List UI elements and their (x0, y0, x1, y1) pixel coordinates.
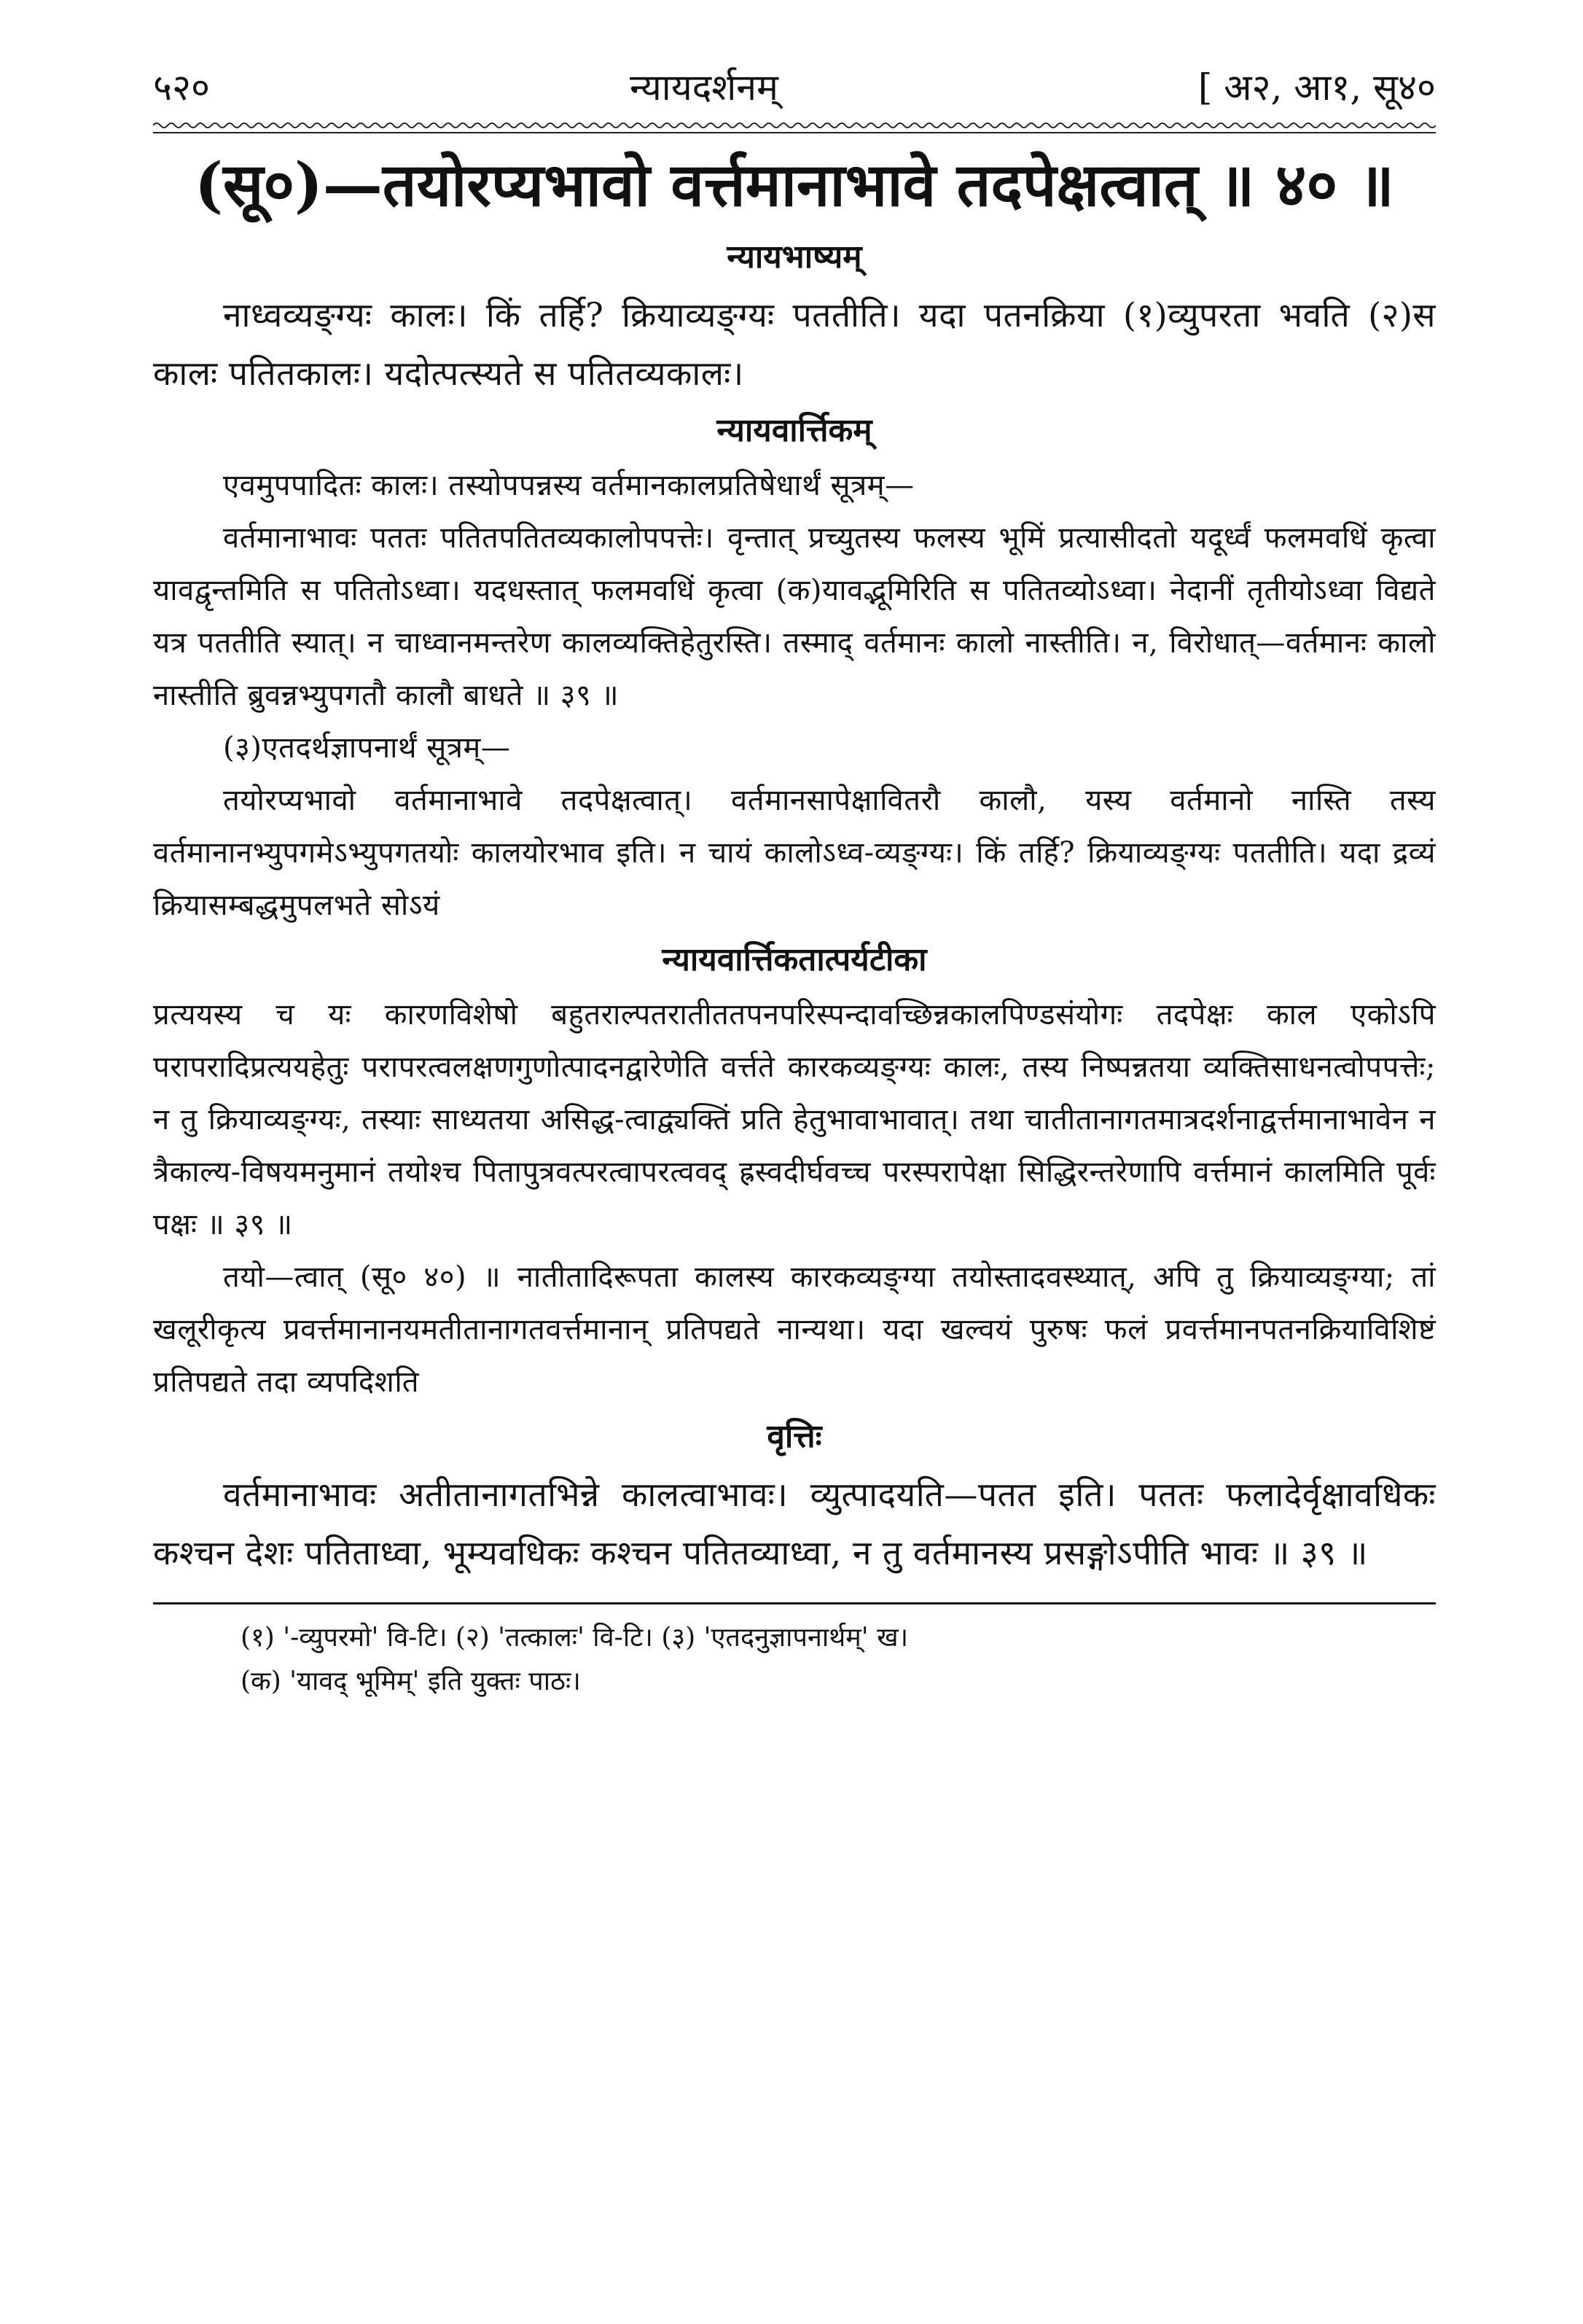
vartika-paragraph-2: वर्तमानाभावः पततः पतितपतितव्यकालोपपत्तेः। वृन्तात् प्रच्युतस्य फलस्य भूमिं प्रत्यासीदतो यदूर्ध्वं फलमवधिं कृत्वा यावद्वृन्तमिति स पतितोऽध्वा। यदधस्तात् फलमवधिं कृत्वा (क)यावद्भूमिरिति स पतितव्योऽध्वा। नेदानीं तृतीयोऽध्वा विद्यते यत्र पततीति स्यात्। न चाध्वानमन्तरेण कालव्यक्तिहेतुरस्ति। तस्माद् वर्तमानः कालो नास्तीति। न, विरोधात्—वर्तमानः कालो नास्तीति ब्रुवन्नभ्युपगतौ कालौ बाधते ॥ ३९ ॥ (153, 521, 1436, 712)
footnote-divider (153, 1602, 1436, 1604)
footnote-line-2: (क) 'यावद् भूमिम्' इति युक्तः पाठः। (241, 1666, 581, 1696)
book-title: न्यायदर्शनम् (630, 66, 778, 109)
footnote-line-1: (१) '-व्युपरमो' वि-टि। (२) 'तत्कालः' वि-टि। (३) 'एतदनुज्ञापनार्थम्' ख। (241, 1623, 909, 1653)
tika-paragraph-2: तयो—त्वात् (सू० ४०) ॥ नातीतादिरूपता कालस्य कारकव्यङ्ग्या तयोस्तादवस्थ्यात्, अपि तु क्रियाव्यङ्ग्या; तां खलूरीकृत्य प्रवर्त्तमानानयमतीतानागतवर्त्तमानान् प्रतिपद्यते नान्यथा। यदा खल्वयं पुरुषः फलं प्रवर्त्तमानपतनक्रियाविशिष्टं प्रतिपद्यते तदा व्यपदिशति (153, 1260, 1436, 1399)
chapter-reference: [ अ२, आ१, सू४० (1197, 66, 1436, 109)
vritti-paragraph: वर्तमानाभावः अतीतानागतभिन्ने कालत्वाभावः। व्युत्पादयति—पतत इति। पततः फलादेर्वृक्षावधिकः कश्चन देशः पतिताध्वा, भूम्यवधिकः कश्चन पतितव्याध्वा, न तु वर्तमानस्य प्रसङ्गोऽपीति भावः ॥ ३९ ॥ (153, 1475, 1436, 1572)
tika-paragraph-1: प्रत्ययस्य च यः कारणविशेषो बहुतराल्पतरातीततपनपरिस्पन्दावच्छिन्नकालपिण्डसंयोगः तदपेक्षः काल एकोऽपि परापरादिप्रत्ययहेतुः परापरत्वलक्षणगुणोत्पादनद्वारेणेति वर्त्तते कारकव्यङ्ग्यः कालः, तस्य निष्पन्नतया व्यक्तिसाधनत्वोपपत्तेः; न तु क्रियाव्यङ्ग्यः, तस्याः साध्यतया असिद्ध-त्वाद्व्यक्तिं प्रति हेतुभावाभावात्। तथा चातीतानागतमात्रदर्शनाद्वर्त्तमानाभावेन न त्रैकाल्य-विषयमनुमानं तयोश्च पितापुत्रवत्परत्वापरत्ववद् ह्रस्वदीर्घवच्च परस्परापेक्षा सिद्धिरन्तरेणापि वर्त्तमानं कालमिति पूर्वः पक्षः ॥ ३९ ॥ (153, 998, 1436, 1241)
page-number: ५२० (153, 66, 210, 109)
sutra-heading: (सू०)—तयोरप्यभावो वर्त्तमानाभावे तदपेक्षत्वात् ॥ ४० ॥ (195, 150, 1394, 220)
vartika-paragraph-3: (३)एतदर्थज्ञापनार्थं सूत्रम्— (223, 731, 511, 765)
page (153, 58, 1436, 1704)
footnotes (153, 1616, 1436, 1704)
wavy-divider (153, 118, 1436, 136)
section-heading-vritti: वृत्तिः (767, 1418, 822, 1455)
bhashya-paragraph: नाध्वव्यङ्ग्यः कालः। किं तर्हि? क्रियाव्यङ्ग्यः पततीति। यदा पतनक्रिया (१)व्युपरता भवति (२)स कालः पतितकालः। यदोत्पत्स्यते स पतितव्यकालः। (153, 295, 1436, 393)
section-heading-nyayavartika: न्यायवार्त्तिकम् (716, 412, 872, 449)
section-heading-nyayabhashya: न्यायभाष्यम् (727, 238, 862, 276)
vartika-paragraph-4: तयोरप्यभावो वर्तमानाभावे तदपेक्षत्वात्। वर्तमानसापेक्षावितरौ कालौ, यस्य वर्तमानो नास्ति तस्य वर्तमानानभ्युपगमेऽभ्युपगतयोः कालयोरभाव इति। न चायं कालोऽध्व-व्यङ्ग्यः। किं तर्हि? क्रियाव्यङ्ग्यः पततीति। यदा द्रव्यं क्रियासम्बद्धमुपलभते सोऽयं (153, 784, 1436, 922)
section-heading-tatparyatika: न्यायवार्त्तिकतात्पर्यटीका (662, 941, 927, 978)
running-head (153, 58, 1436, 117)
vartika-paragraph-1: एवमुपपादितः कालः। तस्योपपन्नस्य वर्तमानकालप्रतिषेधार्थं सूत्रम्— (223, 469, 915, 502)
